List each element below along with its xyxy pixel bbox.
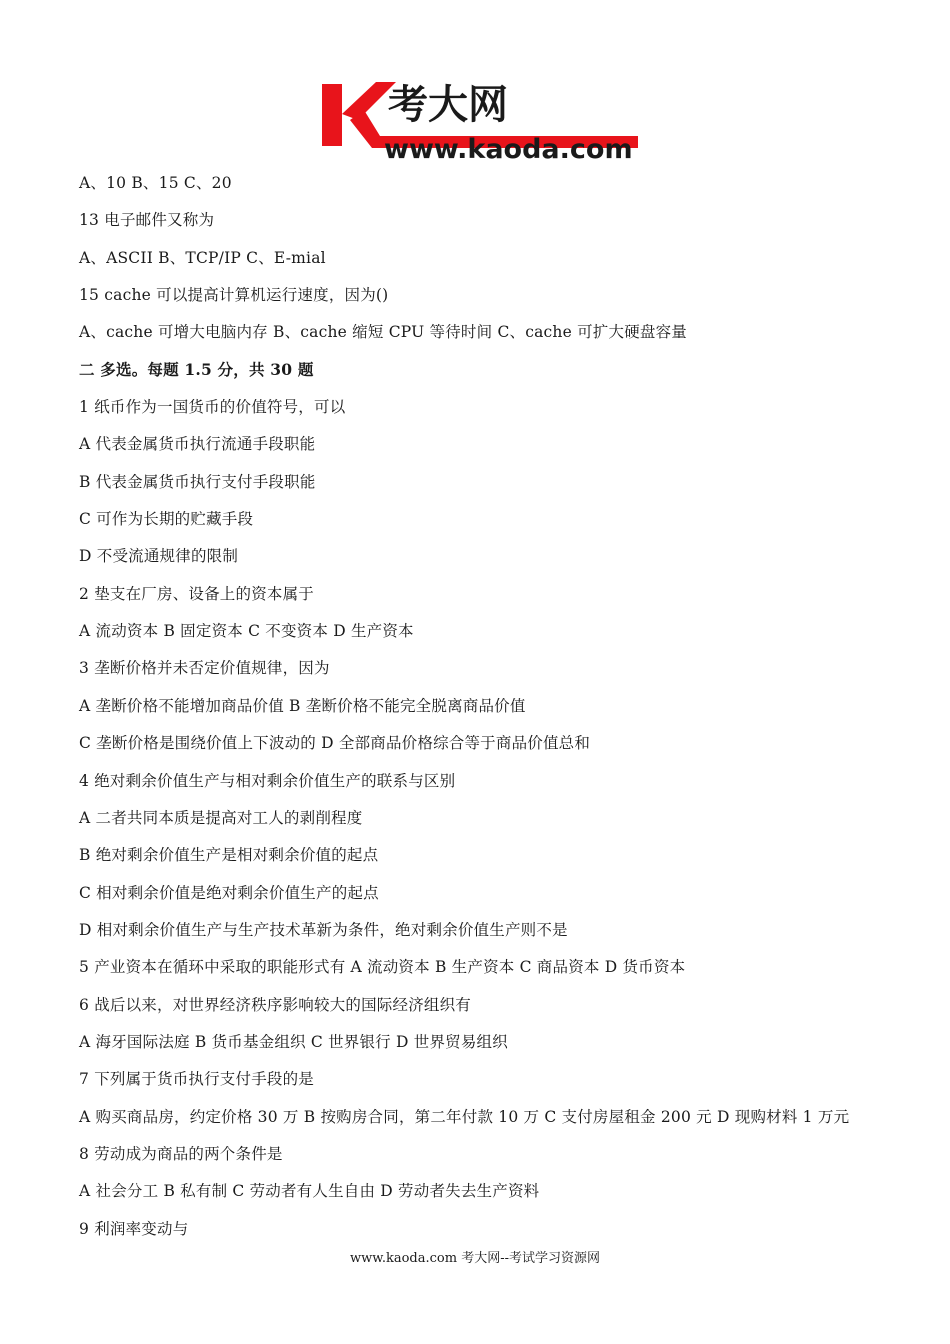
text-line: A、ASCII B、TCP/IP C、E-mial — [79, 248, 326, 267]
text-line: B 绝对剩余价值生产是相对剩余价值的起点 — [79, 846, 379, 865]
text-line: C 垄断价格是围绕价值上下波动的 D 全部商品价格综合等于商品价值总和 — [79, 734, 591, 753]
document-body — [79, 172, 879, 1255]
text-line: A、10 B、15 C、20 — [79, 174, 232, 192]
text-line: 9 利润率变动与 — [79, 1219, 189, 1238]
text-line: A 社会分工 B 私有制 C 劳动者有人生自由 D 劳动者失去生产资料 — [79, 1182, 540, 1201]
text-line: 2 垫支在厂房、设备上的资本属于 — [79, 584, 314, 603]
text-line: 13 电子邮件又称为 — [79, 211, 215, 230]
logo-cn-text: 考大网 — [388, 82, 508, 128]
text-line: A 代表金属货币执行流通手段职能 — [79, 435, 316, 454]
text-line: A 垄断价格不能增加商品价值 B 垄断价格不能完全脱离商品价值 — [79, 696, 526, 715]
page-footer: www.kaoda.com 考大网--考试学习资源网 — [350, 1251, 600, 1266]
text-line: A 购买商品房，约定价格 30 万 B 按购房合同，第二年付款 10 万 C 支付房屋租金 200 元 D 现购材料 1 万元 — [79, 1107, 850, 1126]
text-line: 4 绝对剩余价值生产与相对剩余价值生产的联系与区别 — [79, 771, 456, 790]
text-line: 7 下列属于货币执行支付手段的是 — [79, 1070, 314, 1089]
text-line: D 不受流通规律的限制 — [79, 547, 239, 566]
text-line: 5 产业资本在循环中采取的职能形式有 A 流动资本 B 生产资本 C 商品资本 D 货币资本 — [79, 958, 686, 977]
text-line: 6 战后以来，对世界经济秩序影响较大的国际经济组织有 — [79, 995, 471, 1014]
text-line: A 二者共同本质是提高对工人的剥削程度 — [79, 808, 363, 827]
text-line: 15 cache 可以提高计算机运行速度，因为() — [79, 286, 389, 305]
text-line: A 海牙国际法庭 B 货币基金组织 C 世界银行 D 世界贸易组织 — [79, 1032, 508, 1051]
text-line: C 相对剩余价值是绝对剩余价值生产的起点 — [79, 883, 379, 902]
text-line: 3 垄断价格并未否定价值规律，因为 — [79, 659, 330, 678]
text-line: C 可作为长期的贮藏手段 — [79, 510, 254, 529]
site-logo — [318, 78, 638, 160]
text-line: A、cache 可增大电脑内存 B、cache 缩短 CPU 等待时间 C、cache 可扩大硬盘容量 — [79, 323, 687, 342]
text-line: D 相对剩余价值生产与生产技术革新为条件，绝对剩余价值生产则不是 — [79, 920, 568, 939]
text-line: A 流动资本 B 固定资本 C 不变资本 D 生产资本 — [79, 622, 414, 641]
section-heading: 二 多选。每题 1.5 分，共 30 题 — [79, 359, 314, 379]
logo-url-text: www.kaoda.com — [384, 134, 633, 160]
text-line: 1 纸币作为一国货币的价值符号，可以 — [79, 398, 346, 417]
text-line: 8 劳动成为商品的两个条件是 — [79, 1144, 283, 1163]
text-line: B 代表金属货币执行支付手段职能 — [79, 472, 316, 491]
